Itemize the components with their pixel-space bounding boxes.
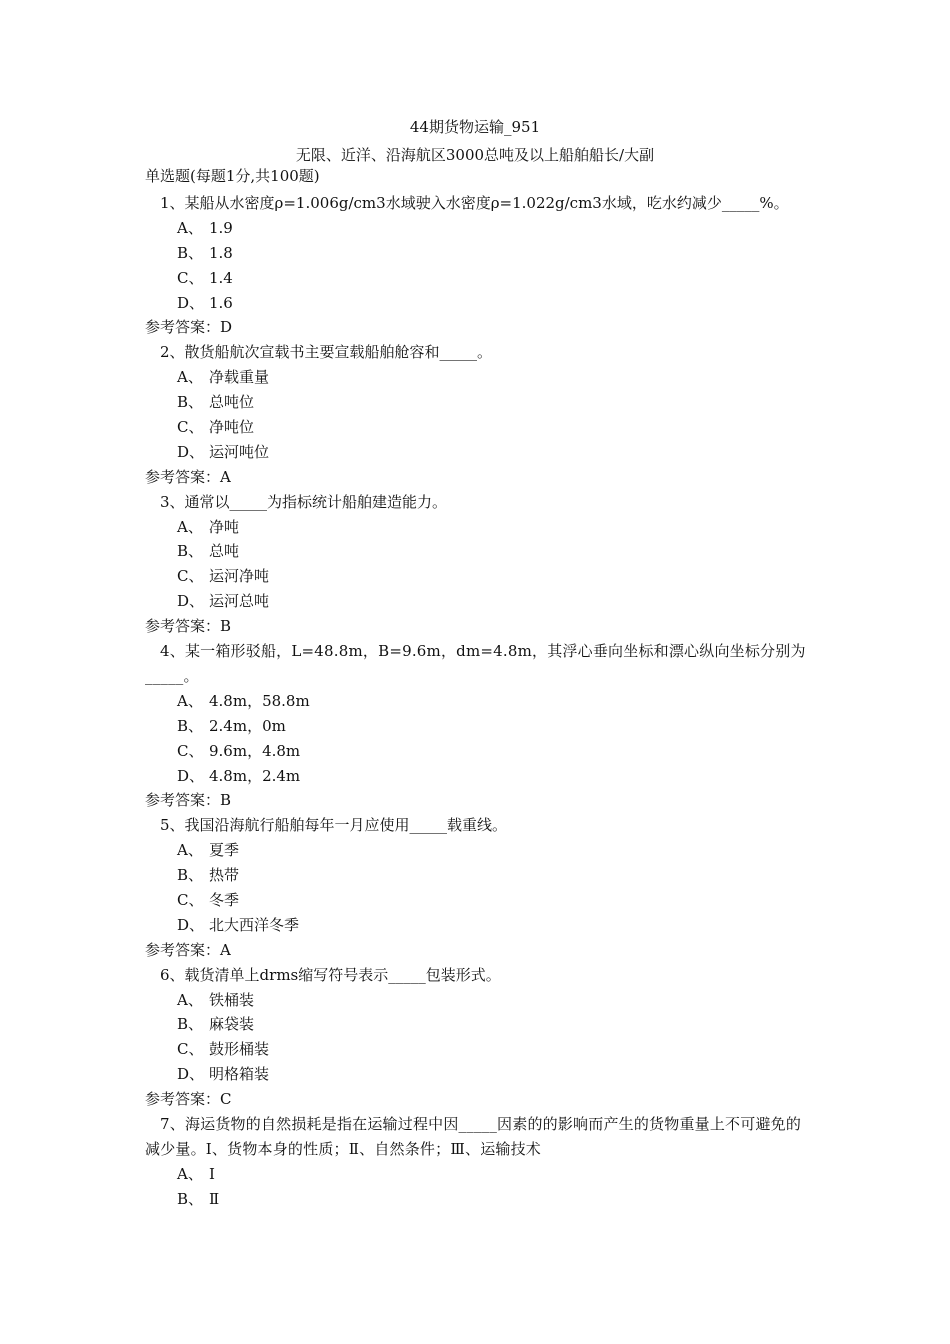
question-stem: 7、海运货物的自然损耗是指在运输过程中因_____因素的的影响而产生的货物重量上不可避免的减少量。Ⅰ、货物本身的性质；Ⅱ、自然条件；Ⅲ、运输技术 bbox=[145, 1114, 802, 1158]
option-letter: B、 bbox=[177, 243, 204, 262]
option-letter: C、 bbox=[177, 1040, 204, 1059]
option-text: 1.4 bbox=[209, 268, 233, 287]
option-text: 总吨位 bbox=[209, 393, 255, 412]
question-4 bbox=[145, 639, 810, 813]
option-a bbox=[145, 365, 810, 390]
option-c bbox=[145, 415, 810, 440]
option-text: Ⅰ bbox=[209, 1164, 215, 1183]
option-text: 净载重量 bbox=[209, 368, 270, 387]
option-text: 2.4m，0m bbox=[209, 716, 286, 735]
option-letter: D、 bbox=[177, 915, 205, 934]
option-letter: B、 bbox=[177, 393, 204, 412]
option-letter: A、 bbox=[177, 691, 203, 710]
option-c bbox=[145, 888, 810, 913]
option-b bbox=[145, 390, 810, 415]
option-letter: A、 bbox=[177, 1164, 203, 1183]
option-d bbox=[145, 291, 810, 316]
option-c bbox=[145, 564, 810, 589]
reference-answer: 参考答案：B bbox=[145, 791, 232, 810]
question-stem: 5、我国沿海航行船舶每年一月应使用_____载重线。 bbox=[160, 816, 508, 835]
document-subtitle: 无限、近洋、沿海航区3000总吨及以上船舶船长/大副 bbox=[295, 146, 655, 164]
option-c bbox=[145, 739, 810, 764]
option-text: 1.8 bbox=[209, 243, 233, 262]
option-a bbox=[145, 689, 810, 714]
option-letter: B、 bbox=[177, 866, 204, 885]
reference-answer: 参考答案：A bbox=[145, 940, 231, 959]
option-letter: D、 bbox=[177, 592, 205, 611]
document-title: 44期货物运输_951 bbox=[409, 118, 541, 136]
option-text: 运河总吨 bbox=[209, 592, 270, 611]
option-letter: D、 bbox=[177, 1065, 205, 1084]
option-letter: D、 bbox=[177, 442, 205, 461]
option-text: 4.8m，58.8m bbox=[209, 691, 310, 710]
option-d bbox=[145, 764, 810, 789]
option-d bbox=[145, 589, 810, 614]
option-letter: D、 bbox=[177, 766, 205, 785]
option-letter: C、 bbox=[177, 890, 204, 909]
option-letter: A、 bbox=[177, 517, 203, 536]
option-c bbox=[145, 1037, 810, 1062]
question-stem: 6、载货清单上drms缩写符号表示_____包装形式。 bbox=[160, 965, 501, 984]
option-text: 热带 bbox=[209, 866, 240, 885]
question-5 bbox=[145, 813, 810, 962]
option-a bbox=[145, 216, 810, 241]
option-letter: D、 bbox=[177, 293, 205, 312]
question-stem: 4、某一箱形驳船，L=48.8m，B=9.6m，dm=4.8m，其浮心垂向坐标和漂心纵向坐标分别为_____。 bbox=[145, 642, 806, 685]
reference-answer: 参考答案：B bbox=[145, 617, 232, 636]
reference-answer: 参考答案：D bbox=[145, 318, 233, 337]
option-b bbox=[145, 863, 810, 888]
option-a bbox=[145, 988, 810, 1013]
option-d bbox=[145, 1062, 810, 1087]
option-letter: A、 bbox=[177, 218, 203, 237]
option-text: 1.9 bbox=[209, 218, 233, 237]
option-b bbox=[145, 539, 810, 564]
option-text: 北大西洋冬季 bbox=[209, 915, 300, 934]
option-letter: C、 bbox=[177, 741, 204, 760]
section-heading: 单选题(每题1分,共100题) bbox=[145, 167, 320, 185]
option-letter: A、 bbox=[177, 990, 203, 1009]
option-text: 净吨 bbox=[209, 517, 240, 536]
option-text: 夏季 bbox=[209, 841, 240, 860]
option-text: 麻袋装 bbox=[209, 1015, 255, 1034]
option-letter: A、 bbox=[177, 841, 203, 860]
question-stem: 2、散货船航次宣载书主要宣载船舶舱容和_____。 bbox=[160, 343, 493, 362]
option-letter: C、 bbox=[177, 418, 204, 437]
reference-answer: 参考答案：C bbox=[145, 1090, 232, 1109]
option-letter: B、 bbox=[177, 716, 204, 735]
option-c bbox=[145, 266, 810, 291]
option-text: 9.6m，4.8m bbox=[209, 741, 301, 760]
option-text: 铁桶装 bbox=[209, 990, 255, 1009]
option-a bbox=[145, 1162, 810, 1187]
question-6 bbox=[145, 963, 810, 1112]
option-d bbox=[145, 440, 810, 465]
option-letter: C、 bbox=[177, 567, 204, 586]
question-1 bbox=[145, 191, 810, 340]
question-3 bbox=[145, 490, 810, 639]
question-stem: 3、通常以_____为指标统计船舶建造能力。 bbox=[160, 492, 448, 511]
option-letter: B、 bbox=[177, 542, 204, 561]
option-letter: A、 bbox=[177, 368, 203, 387]
option-d bbox=[145, 913, 810, 938]
option-b bbox=[145, 1187, 810, 1212]
option-a bbox=[145, 838, 810, 863]
option-text: 明格箱装 bbox=[209, 1065, 270, 1084]
option-text: Ⅱ bbox=[209, 1189, 220, 1208]
reference-answer: 参考答案：A bbox=[145, 467, 231, 486]
option-text: 运河净吨 bbox=[209, 567, 270, 586]
question-7 bbox=[145, 1112, 810, 1212]
option-text: 冬季 bbox=[209, 890, 240, 909]
option-b bbox=[145, 1012, 810, 1037]
question-stem: 1、某船从水密度ρ=1.006g/cm3水域驶入水密度ρ=1.022g/cm3水域，吃水约减少_____%。 bbox=[160, 194, 789, 212]
option-text: 4.8m，2.4m bbox=[209, 766, 301, 785]
option-letter: B、 bbox=[177, 1189, 204, 1208]
option-text: 净吨位 bbox=[209, 418, 255, 437]
option-b bbox=[145, 714, 810, 739]
question-list bbox=[145, 191, 810, 1212]
option-text: 运河吨位 bbox=[209, 442, 270, 461]
option-text: 鼓形桶装 bbox=[209, 1040, 270, 1059]
option-letter: C、 bbox=[177, 268, 204, 287]
option-b bbox=[145, 241, 810, 266]
option-letter: B、 bbox=[177, 1015, 204, 1034]
question-2 bbox=[145, 340, 810, 489]
option-a bbox=[145, 515, 810, 540]
option-text: 总吨 bbox=[209, 542, 240, 561]
option-text: 1.6 bbox=[209, 293, 233, 312]
